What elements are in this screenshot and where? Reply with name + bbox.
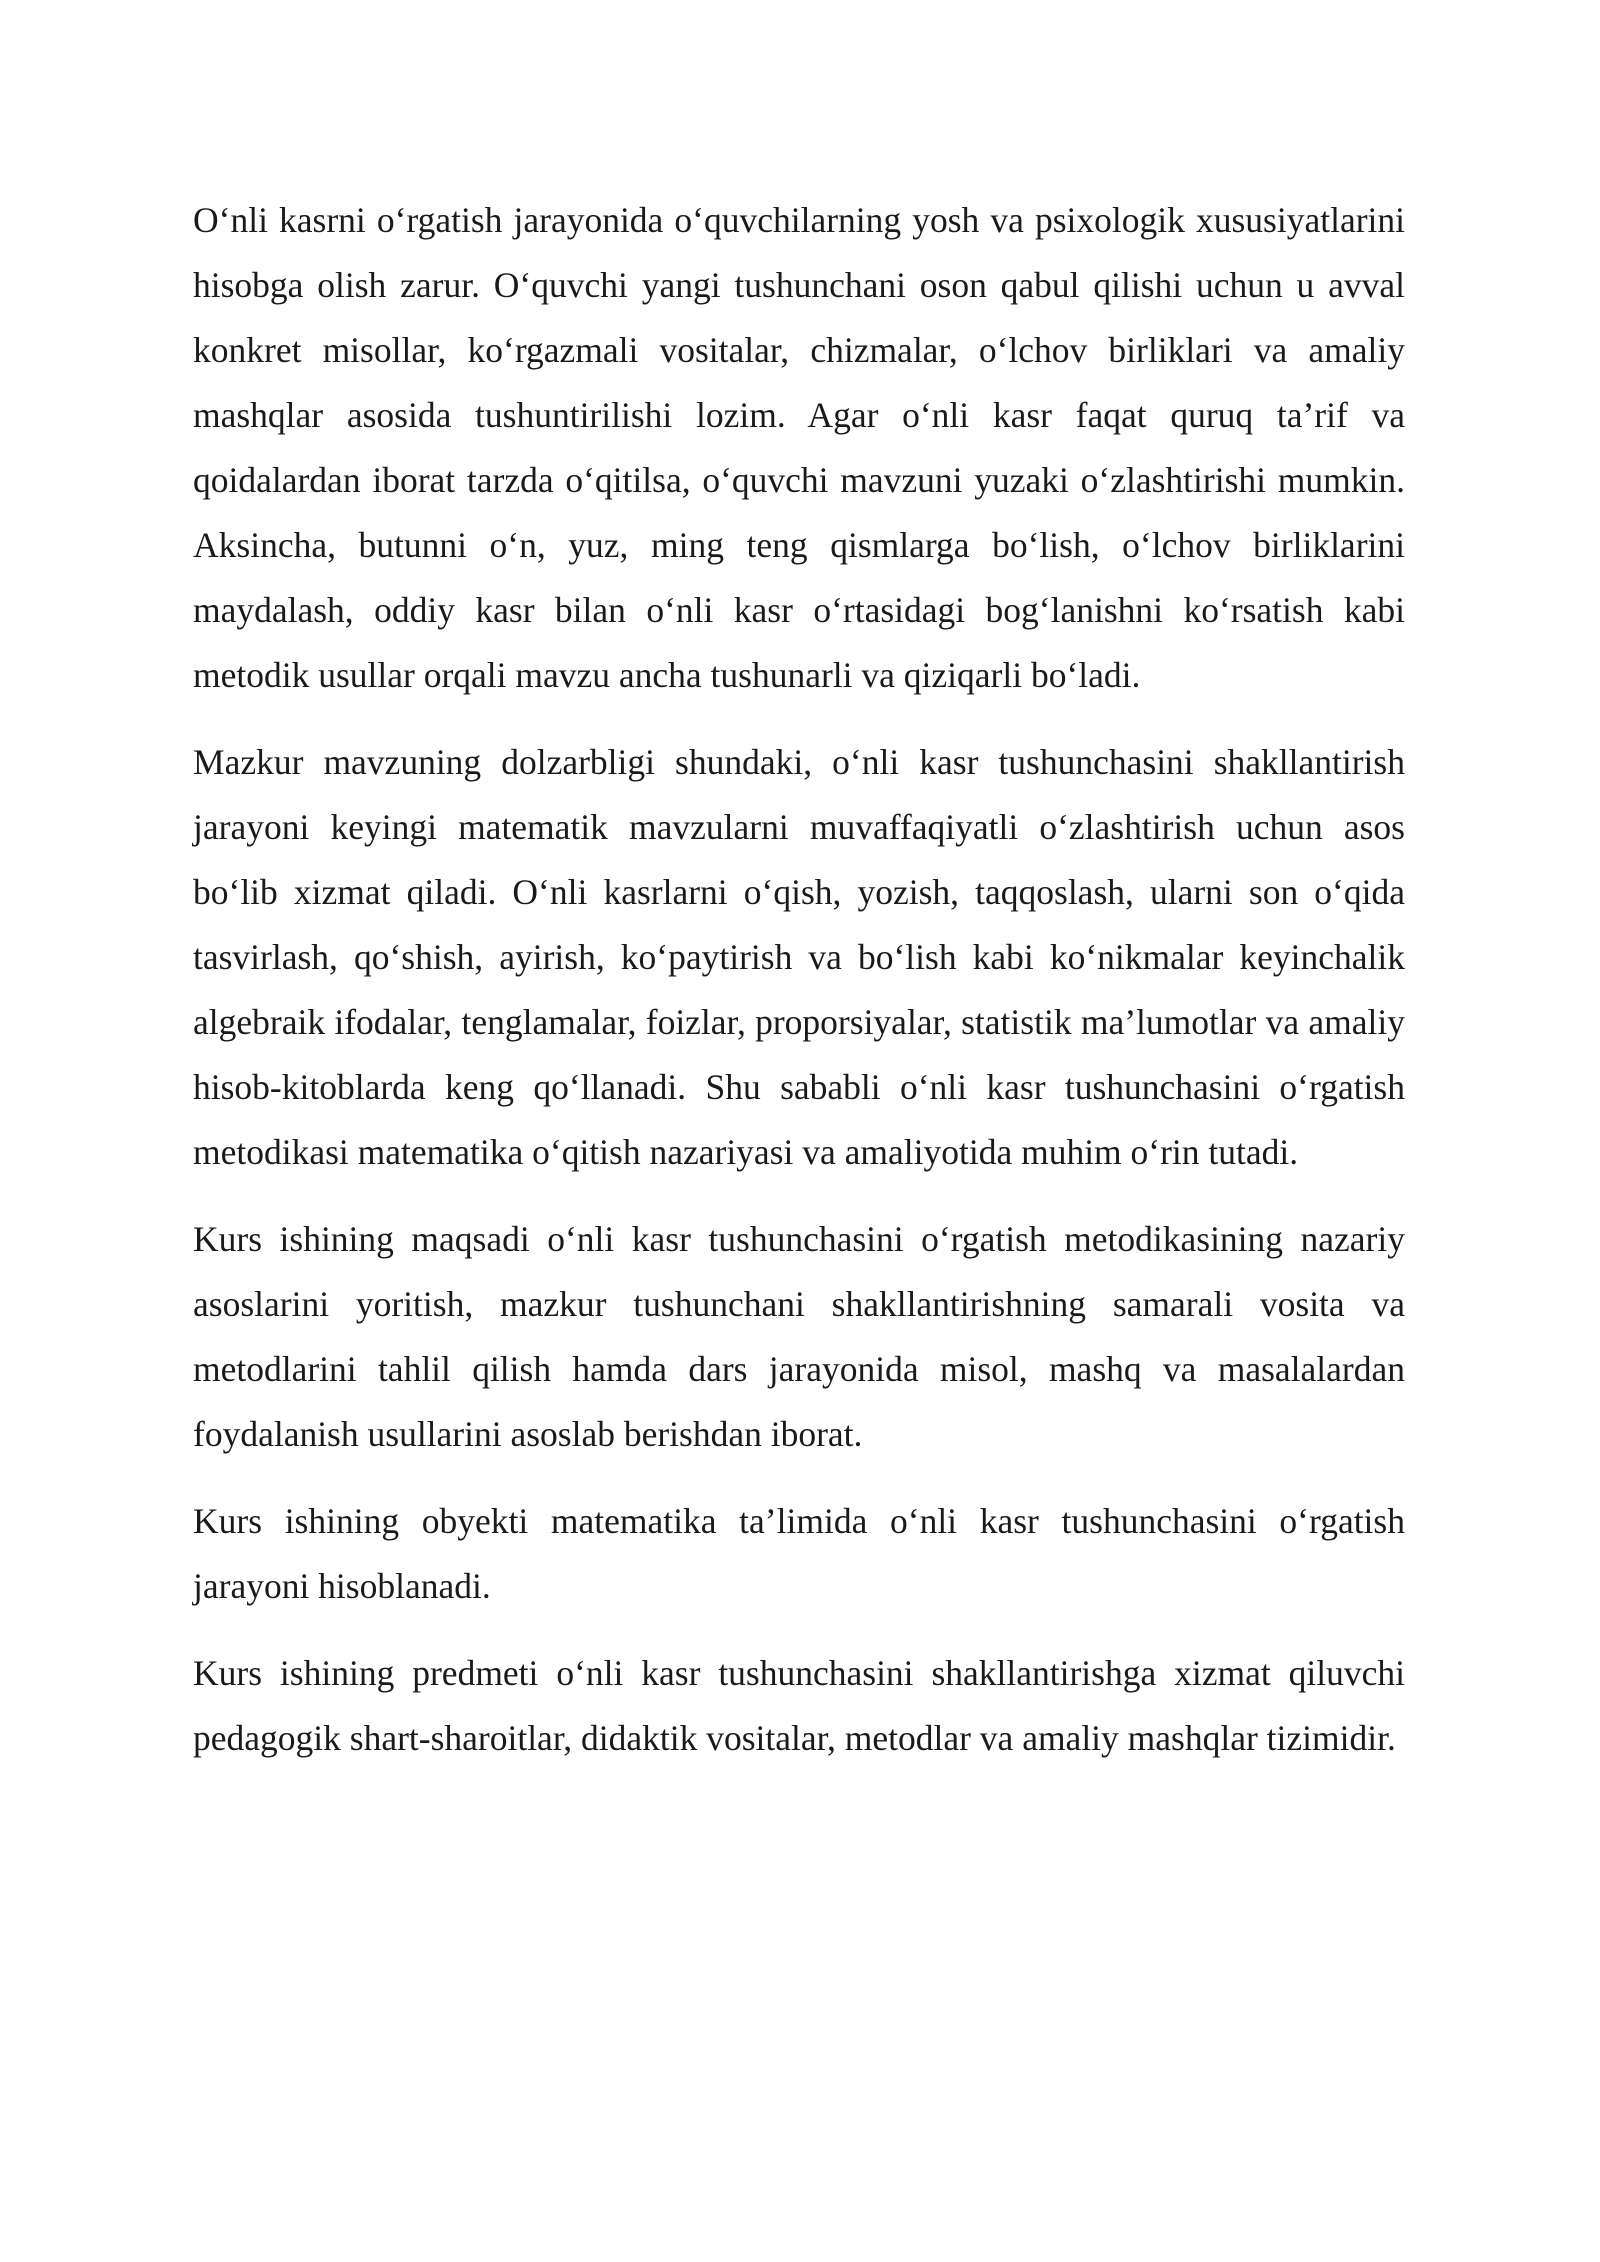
paragraph-5: Kurs ishining predmeti o‘nli kasr tushunchasini shakllantirishga xizmat qiluvchi pedagogik shart-sharoitlar, didaktik vositalar, metodlar va amaliy mashqlar tizimidir. xyxy=(193,1653,1405,1758)
paragraph-2: Mazkur mavzuning dolzarbligi shundaki, o‘nli kasr tushunchasini shakllantirish jarayoni keyingi matematik mavzularni muvaffaqiyatli o‘zlashtirish uchun asos bo‘lib xizmat qiladi. O‘nli kasrlarni o‘qish, yozish, taqqoslash, ularni son o‘qida tasvirlash, qo‘shish, ayirish, ko‘paytirish va bo‘lish kabi ko‘nikmalar keyinchalik algebraik ifodalar, tenglamalar, foizlar, proporsiyalar, statistik ma’lumotlar va amaliy hisob-kitoblarda keng qo‘llanadi. Shu sababli o‘nli kasr tushunchasini o‘rgatish metodikasi matematika o‘qitish nazariyasi va amaliyotida muhim o‘rin tutadi. xyxy=(193,742,1405,1172)
paragraph-3: Kurs ishining maqsadi o‘nli kasr tushunchasini o‘rgatish metodikasining nazariy asoslarini yoritish, mazkur tushunchani shakllantirishning samarali vosita va metodlarini tahlil qilish hamda dars jarayonida misol, mashq va masalalardan foydalanish usullarini asoslab berishdan iborat. xyxy=(193,1219,1405,1454)
paragraph-1: O‘nli kasrni o‘rgatish jarayonida o‘quvchilarning yosh va psixologik xususiyatlarini hisobga olish zarur. O‘quvchi yangi tushunchani oson qabul qilishi uchun u avval konkret misollar, ko‘rgazmali vositalar, chizmalar, o‘lchov birliklari va amaliy mashqlar asosida tushuntirilishi lozim. Agar o‘nli kasr faqat quruq ta’rif va qoidalardan iborat tarzda o‘qitilsa, o‘quvchi mavzuni yuzaki o‘zlashtirishi mumkin. Aksincha, butunni o‘n, yuz, ming teng qismlarga bo‘lish, o‘lchov birliklarini maydalash, oddiy kasr bilan o‘nli kasr o‘rtasidagi bog‘lanishni ko‘rsatish kabi metodik usullar orqali mavzu ancha tushunarli va qiziqarli bo‘ladi. xyxy=(193,200,1405,695)
paragraph-4: Kurs ishining obyekti matematika ta’limida o‘nli kasr tushunchasini o‘rgatish jarayoni hisoblanadi. xyxy=(193,1501,1405,1606)
document-body xyxy=(193,188,1405,1793)
